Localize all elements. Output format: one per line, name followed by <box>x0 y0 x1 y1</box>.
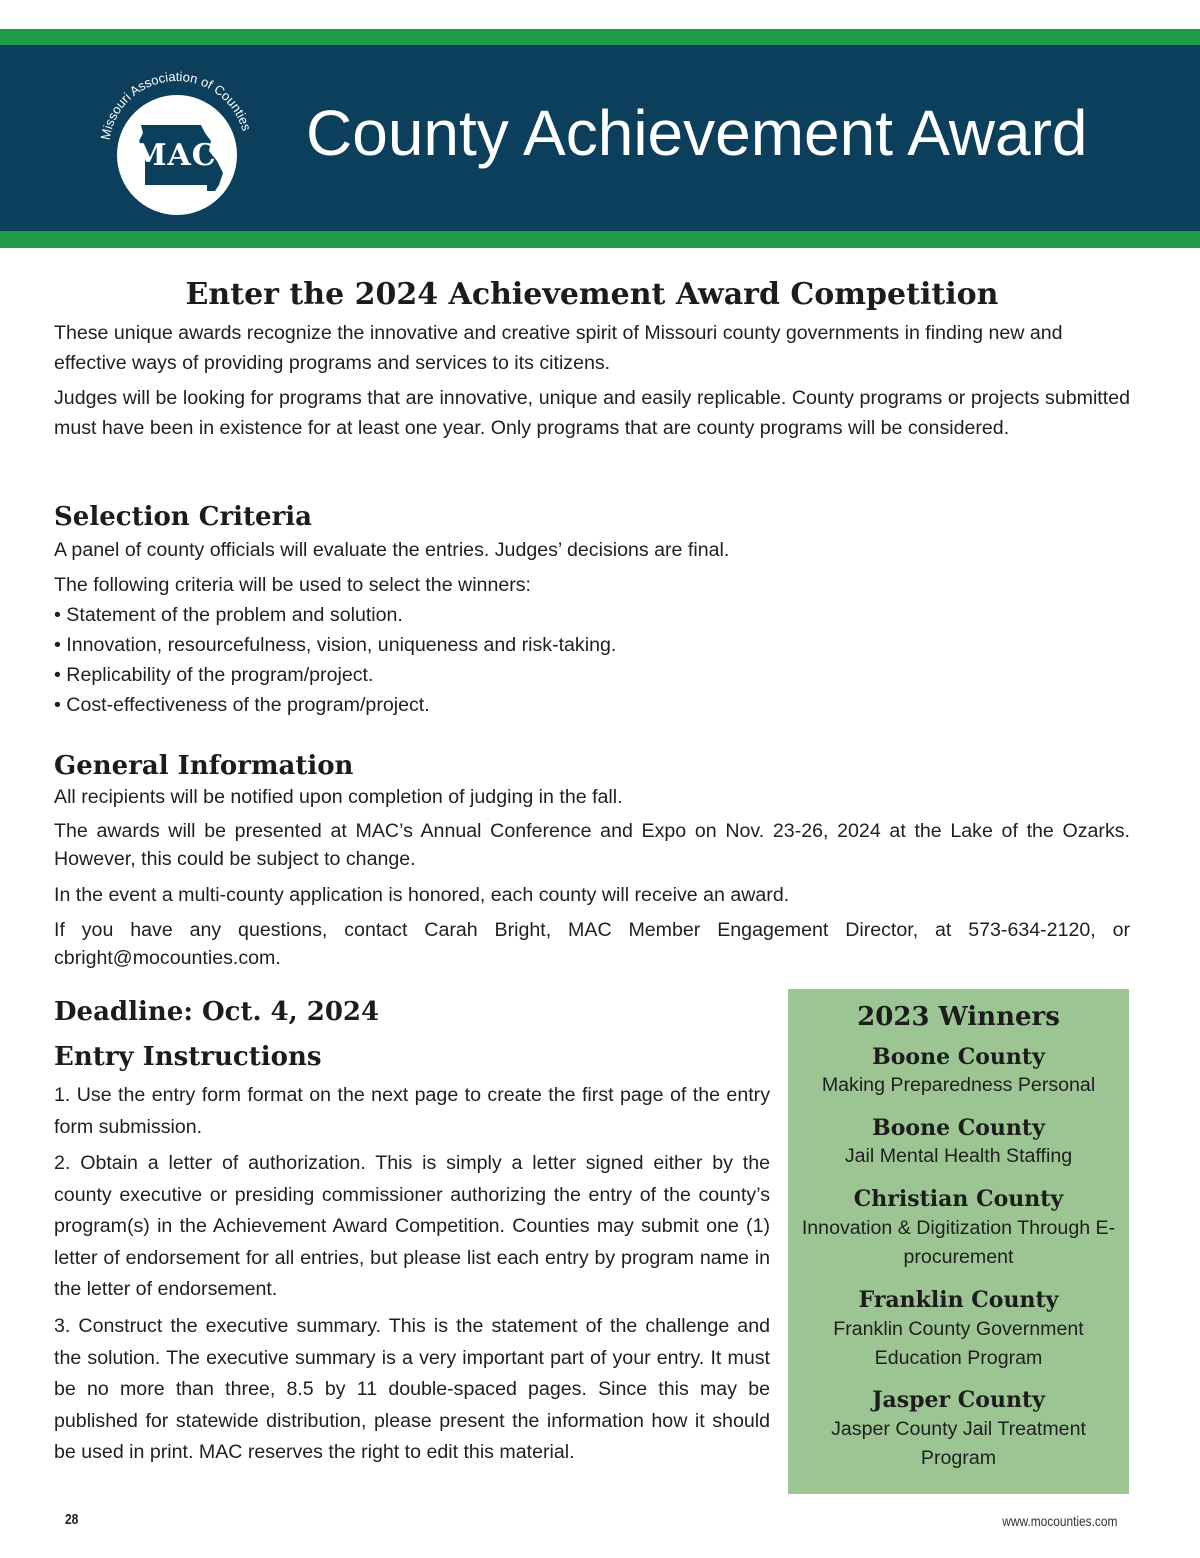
entry-step-1: 1. Use the entry form format on the next page to create the first page of the entry form submission. <box>54 1084 770 1138</box>
criteria-list <box>54 600 616 720</box>
selection-paragraph-1: A panel of county officials will evaluate the entries. Judges’ decisions are final. <box>54 539 730 561</box>
criteria-item: • Statement of the problem and solution. <box>54 604 403 626</box>
criteria-item: • Innovation, resourcefulness, vision, uniqueness and risk-taking. <box>54 634 617 656</box>
general-paragraph-1: All recipients will be notified upon completion of judging in the fall. <box>54 786 623 808</box>
general-paragraph-4: If you have any questions, contact Carah Bright, MAC Member Engagement Director, at 573-634-2120, or cbright@mocounties.com. <box>54 919 1130 969</box>
general-paragraph-2: The awards will be presented at MAC’s Annual Conference and Expo on Nov. 23-26, 2024 at the Lake of the Ozarks. However, this could be subject to change. <box>54 820 1130 870</box>
selection-paragraph-2: The following criteria will be used to select the winners: <box>54 574 532 596</box>
selection-criteria-heading: Selection Criteria <box>54 502 312 532</box>
entry-instructions-heading: Entry Instructions <box>54 1042 322 1072</box>
winner-county: Franklin County <box>858 1287 1059 1313</box>
intro-paragraph-2: Judges will be looking for programs that are innovative, unique and easily replicable. County programs or projects submitted must have been in existence for at least one year. Only programs that are county programs will be considered. <box>54 387 1130 439</box>
winner-county: Boone County <box>872 1115 1045 1141</box>
page-title: County Achievement Award <box>306 97 1088 169</box>
entry-step-3: 3. Construct the executive summary. This is the statement of the challenge and the solution. The executive summary is a very important part of your entry. It must be no more than three, 8.5 by 11 double-spaced pages. Since this may be published for statewide distribution, please present the information how it should be used in print. MAC reserves the right to edit this material. <box>54 1315 770 1463</box>
winner-program: Innovation & Digitization Through E-procurement <box>801 1217 1116 1268</box>
logo-initials: MAC <box>133 138 217 173</box>
winners-panel <box>788 989 1129 1494</box>
winner-program: Franklin County Government Education Program <box>833 1318 1084 1369</box>
general-information-heading: General Information <box>54 751 354 781</box>
winner-program: Jasper County Jail Treatment Program <box>831 1418 1086 1469</box>
general-paragraph-3: In the event a multi-county application is honored, each county will receive an award. <box>54 884 790 906</box>
winner-county: Boone County <box>872 1044 1045 1070</box>
mac-logo <box>89 61 263 223</box>
competition-heading: Enter the 2024 Achievement Award Competition <box>185 277 999 312</box>
header-stripe-top <box>0 29 1200 45</box>
logo-ring-text: Missouri Association of Counties <box>97 68 255 142</box>
header-stripe-bottom <box>0 231 1200 248</box>
footer-url[interactable]: www.mocounties.com <box>1001 1513 1117 1529</box>
winner-county: Jasper County <box>872 1387 1045 1413</box>
entry-step-2: 2. Obtain a letter of authorization. This is simply a letter signed either by the county executive or presiding commissioner authorizing the entry of the county’s program(s) in the Achievement Award Competition. Counties may submit one (1) letter of endorsement for all entries, but please list each entry by program name in the letter of endorsement. <box>54 1152 770 1300</box>
winner-program: Jail Mental Health Staffing <box>844 1145 1073 1167</box>
deadline-heading: Deadline: Oct. 4, 2024 <box>54 997 380 1027</box>
winner-program: Making Preparedness Personal <box>821 1074 1096 1096</box>
page-number: 28 <box>65 1511 79 1528</box>
criteria-item: • Cost-effectiveness of the program/project. <box>54 694 430 716</box>
winner-county: Christian County <box>853 1186 1064 1212</box>
winners-title: 2023 Winners <box>857 1002 1060 1032</box>
intro-paragraph-1: These unique awards recognize the innovative and creative spirit of Missouri county governments in finding new and effective ways of providing programs and services to its citizens. <box>54 322 1063 374</box>
criteria-item: • Replicability of the program/project. <box>54 664 374 686</box>
